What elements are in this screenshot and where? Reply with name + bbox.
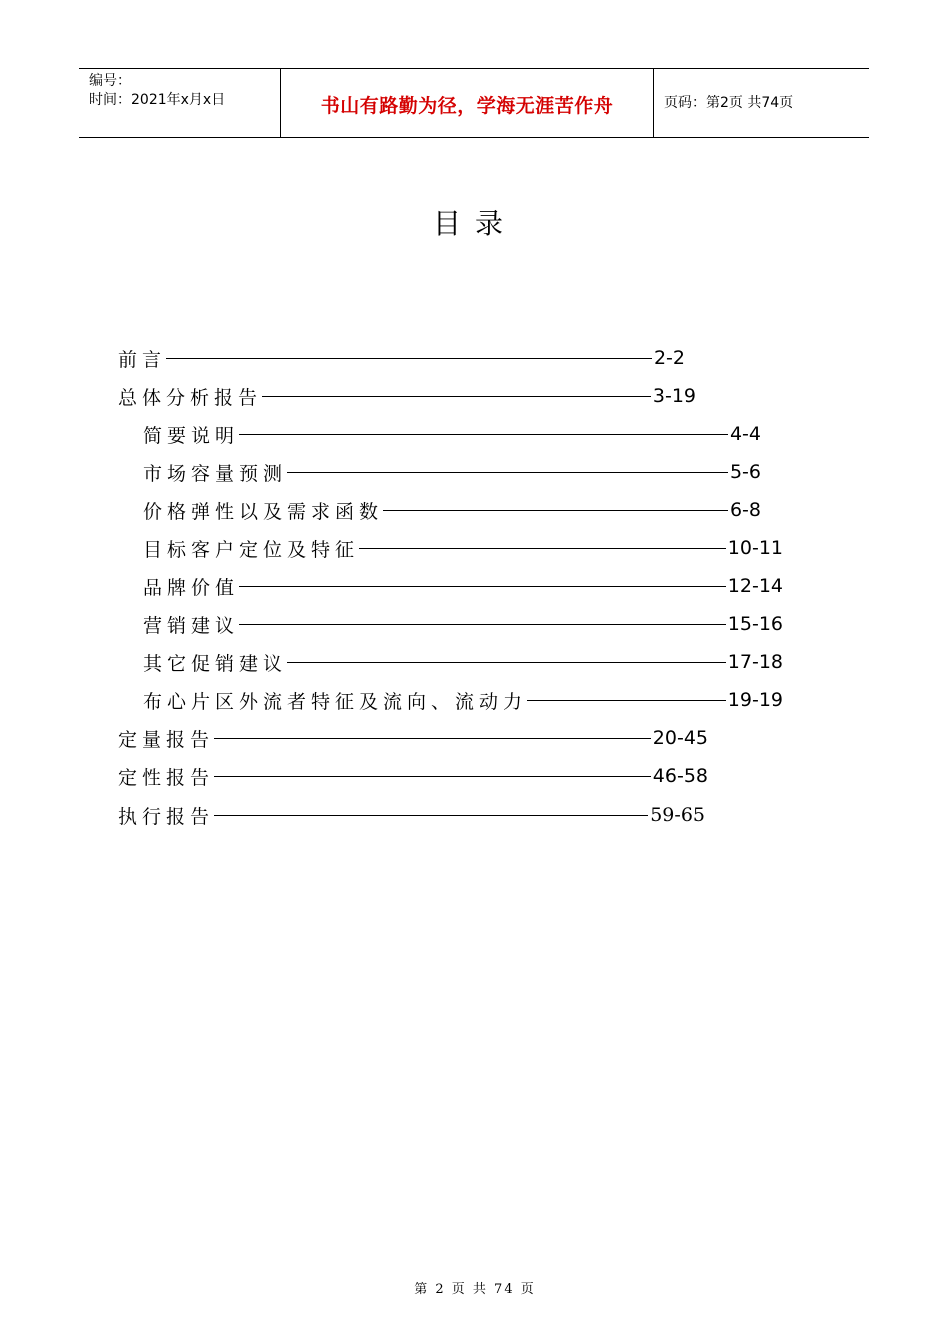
- toc-page: 5-6: [729, 461, 761, 483]
- page-footer: 第 2 页 共 74 页: [414, 1282, 536, 1297]
- page-title: 目录: [432, 207, 517, 240]
- toc-label: 布心片区外流者特征及流向、流动力: [143, 690, 528, 713]
- toc-leader: [527, 700, 726, 701]
- header-page-cell: [654, 69, 869, 137]
- toc-label: 品牌价值: [143, 576, 240, 599]
- toc-label: 简要说明: [143, 424, 240, 447]
- toc-leader: [383, 510, 728, 511]
- toc-leader: [359, 548, 726, 549]
- toc-leader: [239, 624, 726, 625]
- toc-leader: [239, 586, 726, 587]
- toc-label: 其它促销建议: [143, 652, 288, 675]
- toc-label: 总体分析报告: [118, 386, 263, 409]
- toc-row: [143, 419, 761, 449]
- toc-page: 2-2: [653, 347, 685, 369]
- toc-page: 4-4: [729, 423, 761, 445]
- toc-label: 目标客户定位及特征: [143, 538, 360, 561]
- time-label: 时间：2021年x月x日: [89, 92, 226, 108]
- toc-page: 20-45: [652, 727, 708, 749]
- toc-page: 12-14: [727, 575, 783, 597]
- toc-page: 10-11: [727, 537, 783, 559]
- toc-page: 3-19: [652, 385, 696, 407]
- toc-leader: [214, 815, 648, 816]
- toc-leader: [287, 472, 728, 473]
- toc-label: 前言: [118, 348, 167, 371]
- toc-label: 价格弹性以及需求函数: [143, 500, 384, 523]
- toc-row: [118, 723, 708, 753]
- toc-label: 营销建议: [143, 614, 240, 637]
- toc-leader: [166, 358, 652, 359]
- toc-label: 执行报告: [118, 805, 215, 828]
- toc-leader: [214, 738, 651, 739]
- toc-leader: [239, 434, 728, 435]
- toc-page: 6-8: [729, 499, 761, 521]
- toc-leader: [214, 776, 651, 777]
- toc-row: [118, 800, 705, 830]
- toc-page: 46-58: [652, 765, 708, 787]
- page-code: 页码：第2页 共74页: [664, 95, 794, 111]
- toc-page: 59-65: [650, 804, 705, 826]
- toc-label: 定性报告: [118, 766, 215, 789]
- toc-label: 市场容量预测: [143, 462, 288, 485]
- toc-row: [143, 533, 783, 563]
- toc-page: 17-18: [727, 651, 783, 673]
- number-label: 编号：: [89, 73, 131, 89]
- toc-row: [118, 343, 685, 373]
- toc-row: [143, 495, 761, 525]
- toc-row: [118, 381, 696, 411]
- toc-row: [143, 647, 783, 677]
- toc-row: [143, 685, 783, 715]
- toc-page: 15-16: [727, 613, 783, 635]
- motto: 书山有路勤为径，学海无涯苦作舟: [320, 95, 614, 117]
- toc-row: [143, 457, 761, 487]
- toc-row: [143, 609, 783, 639]
- toc-row: [118, 761, 708, 791]
- toc-row: [143, 571, 783, 601]
- toc-label: 定量报告: [118, 728, 215, 751]
- header-motto-cell: [280, 69, 654, 137]
- toc-leader: [262, 396, 651, 397]
- page-header: [79, 68, 869, 138]
- toc-leader: [287, 662, 726, 663]
- toc-page: 19-19: [727, 689, 783, 711]
- header-meta-cell: [79, 69, 279, 137]
